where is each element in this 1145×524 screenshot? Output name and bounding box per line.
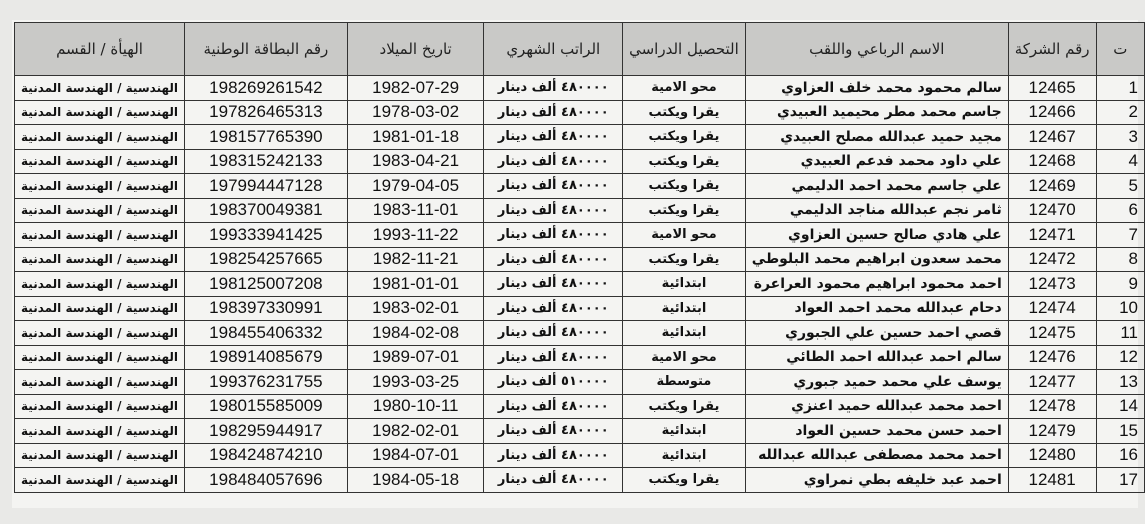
cell-salary: ٤٨٠٠٠٠ ألف دينار [484, 321, 623, 346]
table-row [15, 345, 1145, 370]
cell-salary: ٤٨٠٠٠٠ ألف دينار [484, 394, 623, 419]
cell-company-no: 12475 [1008, 321, 1096, 346]
cell-index: 4 [1096, 149, 1145, 174]
cell-company-no: 12479 [1008, 419, 1096, 444]
cell-index: 2 [1096, 100, 1145, 125]
cell-name: ثامر نجم عبدالله مناجد الدليمي [745, 198, 1008, 223]
cell-salary: ٤٨٠٠٠٠ ألف دينار [484, 76, 623, 101]
cell-salary: ٤٨٠٠٠٠ ألف دينار [484, 149, 623, 174]
table-row [15, 272, 1145, 297]
cell-national-id: 198125007208 [185, 272, 348, 297]
table-row [15, 125, 1145, 150]
cell-education: يقرا ويكتب [623, 394, 746, 419]
cell-department: الهندسية / الهندسة المدنية [15, 468, 185, 493]
table-row [15, 370, 1145, 395]
cell-department: الهندسية / الهندسة المدنية [15, 296, 185, 321]
cell-department: الهندسية / الهندسة المدنية [15, 370, 185, 395]
cell-salary: ٤٨٠٠٠٠ ألف دينار [484, 174, 623, 199]
cell-name: احمد حسن محمد حسين العواد [745, 419, 1008, 444]
cell-index: 3 [1096, 125, 1145, 150]
cell-salary: ٥١٠٠٠٠ ألف دينار [484, 370, 623, 395]
cell-education: متوسطة [623, 370, 746, 395]
cell-national-id: 198157765390 [185, 125, 348, 150]
cell-education: يقرا ويكتب [623, 468, 746, 493]
cell-index: 9 [1096, 272, 1145, 297]
cell-salary: ٤٨٠٠٠٠ ألف دينار [484, 419, 623, 444]
table-row [15, 76, 1145, 101]
cell-department: الهندسية / الهندسة المدنية [15, 272, 185, 297]
cell-department: الهندسية / الهندسة المدنية [15, 125, 185, 150]
cell-name: جاسم محمد مطر محيميد العبيدي [745, 100, 1008, 125]
cell-name: مجيد حميد عبدالله مصلح العبيدي [745, 125, 1008, 150]
header-salary: الراتب الشهري [484, 23, 623, 76]
table-row [15, 100, 1145, 125]
cell-birth-date: 1989-07-01 [347, 345, 484, 370]
cell-birth-date: 1984-05-18 [347, 468, 484, 493]
cell-education: محو الامية [623, 223, 746, 248]
cell-education: يقرا ويكتب [623, 149, 746, 174]
cell-company-no: 12481 [1008, 468, 1096, 493]
table-row [15, 223, 1145, 248]
cell-name: احمد محمود ابراهيم محمود العراعرة [745, 272, 1008, 297]
cell-name: احمد عبد خليفه بطي نمراوي [745, 468, 1008, 493]
cell-company-no: 12469 [1008, 174, 1096, 199]
header-department: الهيأة / القسم [15, 23, 185, 76]
cell-index: 17 [1096, 468, 1145, 493]
header-national-id: رقم البطاقة الوطنية [185, 23, 348, 76]
cell-birth-date: 1984-02-08 [347, 321, 484, 346]
cell-index: 7 [1096, 223, 1145, 248]
cell-salary: ٤٨٠٠٠٠ ألف دينار [484, 125, 623, 150]
cell-national-id: 198015585009 [185, 394, 348, 419]
cell-name: سالم محمود محمد خلف العزاوي [745, 76, 1008, 101]
cell-education: يقرا ويكتب [623, 100, 746, 125]
cell-name: احمد محمد عبدالله حميد اعنزي [745, 394, 1008, 419]
cell-company-no: 12480 [1008, 443, 1096, 468]
cell-education: ابتدائية [623, 296, 746, 321]
cell-birth-date: 1993-03-25 [347, 370, 484, 395]
header-education: التحصيل الدراسي [623, 23, 746, 76]
table-row [15, 198, 1145, 223]
cell-department: الهندسية / الهندسة المدنية [15, 443, 185, 468]
cell-company-no: 12466 [1008, 100, 1096, 125]
cell-salary: ٤٨٠٠٠٠ ألف دينار [484, 345, 623, 370]
cell-index: 8 [1096, 247, 1145, 272]
cell-company-no: 12472 [1008, 247, 1096, 272]
cell-index: 5 [1096, 174, 1145, 199]
cell-birth-date: 1983-11-01 [347, 198, 484, 223]
cell-department: الهندسية / الهندسة المدنية [15, 100, 185, 125]
table-row [15, 247, 1145, 272]
cell-birth-date: 1983-04-21 [347, 149, 484, 174]
cell-company-no: 12465 [1008, 76, 1096, 101]
cell-name: محمد سعدون ابراهيم محمد البلوطي [745, 247, 1008, 272]
cell-index: 10 [1096, 296, 1145, 321]
cell-salary: ٤٨٠٠٠٠ ألف دينار [484, 223, 623, 248]
employee-table [14, 22, 1145, 493]
table-row [15, 419, 1145, 444]
cell-index: 6 [1096, 198, 1145, 223]
cell-national-id: 197994447128 [185, 174, 348, 199]
cell-birth-date: 1978-03-02 [347, 100, 484, 125]
header-index: ت [1096, 23, 1145, 76]
cell-index: 14 [1096, 394, 1145, 419]
table-row [15, 394, 1145, 419]
cell-department: الهندسية / الهندسة المدنية [15, 247, 185, 272]
cell-department: الهندسية / الهندسة المدنية [15, 149, 185, 174]
cell-department: الهندسية / الهندسة المدنية [15, 76, 185, 101]
cell-national-id: 198484057696 [185, 468, 348, 493]
cell-education: يقرا ويكتب [623, 247, 746, 272]
cell-index: 12 [1096, 345, 1145, 370]
cell-company-no: 12467 [1008, 125, 1096, 150]
cell-national-id: 198370049381 [185, 198, 348, 223]
table-row [15, 443, 1145, 468]
cell-department: الهندسية / الهندسة المدنية [15, 223, 185, 248]
cell-name: قصي احمد حسين علي الجبوري [745, 321, 1008, 346]
cell-education: يقرا ويكتب [623, 198, 746, 223]
cell-salary: ٤٨٠٠٠٠ ألف دينار [484, 443, 623, 468]
cell-name: احمد محمد مصطفى عبدالله عبدالله [745, 443, 1008, 468]
cell-national-id: 198315242133 [185, 149, 348, 174]
cell-birth-date: 1982-11-21 [347, 247, 484, 272]
cell-company-no: 12474 [1008, 296, 1096, 321]
cell-company-no: 12478 [1008, 394, 1096, 419]
cell-name: علي هادي صالح حسين العزاوي [745, 223, 1008, 248]
cell-education: ابتدائية [623, 272, 746, 297]
cell-company-no: 12471 [1008, 223, 1096, 248]
cell-birth-date: 1980-10-11 [347, 394, 484, 419]
cell-index: 11 [1096, 321, 1145, 346]
cell-education: يقرا ويكتب [623, 174, 746, 199]
cell-birth-date: 1984-07-01 [347, 443, 484, 468]
cell-name: يوسف علي محمد حميد جبوري [745, 370, 1008, 395]
cell-index: 15 [1096, 419, 1145, 444]
cell-national-id: 198295944917 [185, 419, 348, 444]
cell-national-id: 198269261542 [185, 76, 348, 101]
cell-national-id: 198455406332 [185, 321, 348, 346]
cell-company-no: 12476 [1008, 345, 1096, 370]
cell-national-id: 199333941425 [185, 223, 348, 248]
cell-salary: ٤٨٠٠٠٠ ألف دينار [484, 468, 623, 493]
table-row [15, 174, 1145, 199]
cell-birth-date: 1982-02-01 [347, 419, 484, 444]
cell-national-id: 198397330991 [185, 296, 348, 321]
cell-department: الهندسية / الهندسة المدنية [15, 419, 185, 444]
cell-national-id: 198424874210 [185, 443, 348, 468]
header-row [15, 23, 1145, 76]
cell-index: 16 [1096, 443, 1145, 468]
cell-salary: ٤٨٠٠٠٠ ألف دينار [484, 296, 623, 321]
cell-national-id: 198254257665 [185, 247, 348, 272]
cell-salary: ٤٨٠٠٠٠ ألف دينار [484, 100, 623, 125]
cell-company-no: 12473 [1008, 272, 1096, 297]
cell-salary: ٤٨٠٠٠٠ ألف دينار [484, 272, 623, 297]
cell-education: ابتدائية [623, 321, 746, 346]
cell-name: علي جاسم محمد احمد الدليمي [745, 174, 1008, 199]
cell-company-no: 12470 [1008, 198, 1096, 223]
cell-company-no: 12477 [1008, 370, 1096, 395]
cell-department: الهندسية / الهندسة المدنية [15, 345, 185, 370]
header-birth-date: تاريخ الميلاد [347, 23, 484, 76]
header-name: الاسم الرباعي واللقب [745, 23, 1008, 76]
cell-birth-date: 1982-07-29 [347, 76, 484, 101]
header-company-no: رقم الشركة [1008, 23, 1096, 76]
cell-birth-date: 1993-11-22 [347, 223, 484, 248]
cell-birth-date: 1979-04-05 [347, 174, 484, 199]
cell-birth-date: 1981-01-01 [347, 272, 484, 297]
cell-national-id: 198914085679 [185, 345, 348, 370]
cell-birth-date: 1981-01-18 [347, 125, 484, 150]
cell-education: ابتدائية [623, 419, 746, 444]
table-row [15, 468, 1145, 493]
cell-national-id: 197826465313 [185, 100, 348, 125]
cell-education: يقرا ويكتب [623, 125, 746, 150]
cell-department: الهندسية / الهندسة المدنية [15, 198, 185, 223]
cell-national-id: 199376231755 [185, 370, 348, 395]
table-row [15, 321, 1145, 346]
cell-department: الهندسية / الهندسة المدنية [15, 394, 185, 419]
cell-education: محو الامية [623, 76, 746, 101]
cell-education: ابتدائية [623, 443, 746, 468]
cell-department: الهندسية / الهندسة المدنية [15, 174, 185, 199]
cell-salary: ٤٨٠٠٠٠ ألف دينار [484, 247, 623, 272]
cell-birth-date: 1983-02-01 [347, 296, 484, 321]
cell-index: 13 [1096, 370, 1145, 395]
cell-salary: ٤٨٠٠٠٠ ألف دينار [484, 198, 623, 223]
cell-name: دحام عبدالله محمد احمد العواد [745, 296, 1008, 321]
cell-company-no: 12468 [1008, 149, 1096, 174]
cell-name: علي داود محمد فدعم العبيدي [745, 149, 1008, 174]
cell-department: الهندسية / الهندسة المدنية [15, 321, 185, 346]
cell-education: محو الامية [623, 345, 746, 370]
table-row [15, 149, 1145, 174]
table-row [15, 296, 1145, 321]
cell-name: سالم احمد عبدالله احمد الطائي [745, 345, 1008, 370]
cell-index: 1 [1096, 76, 1145, 101]
